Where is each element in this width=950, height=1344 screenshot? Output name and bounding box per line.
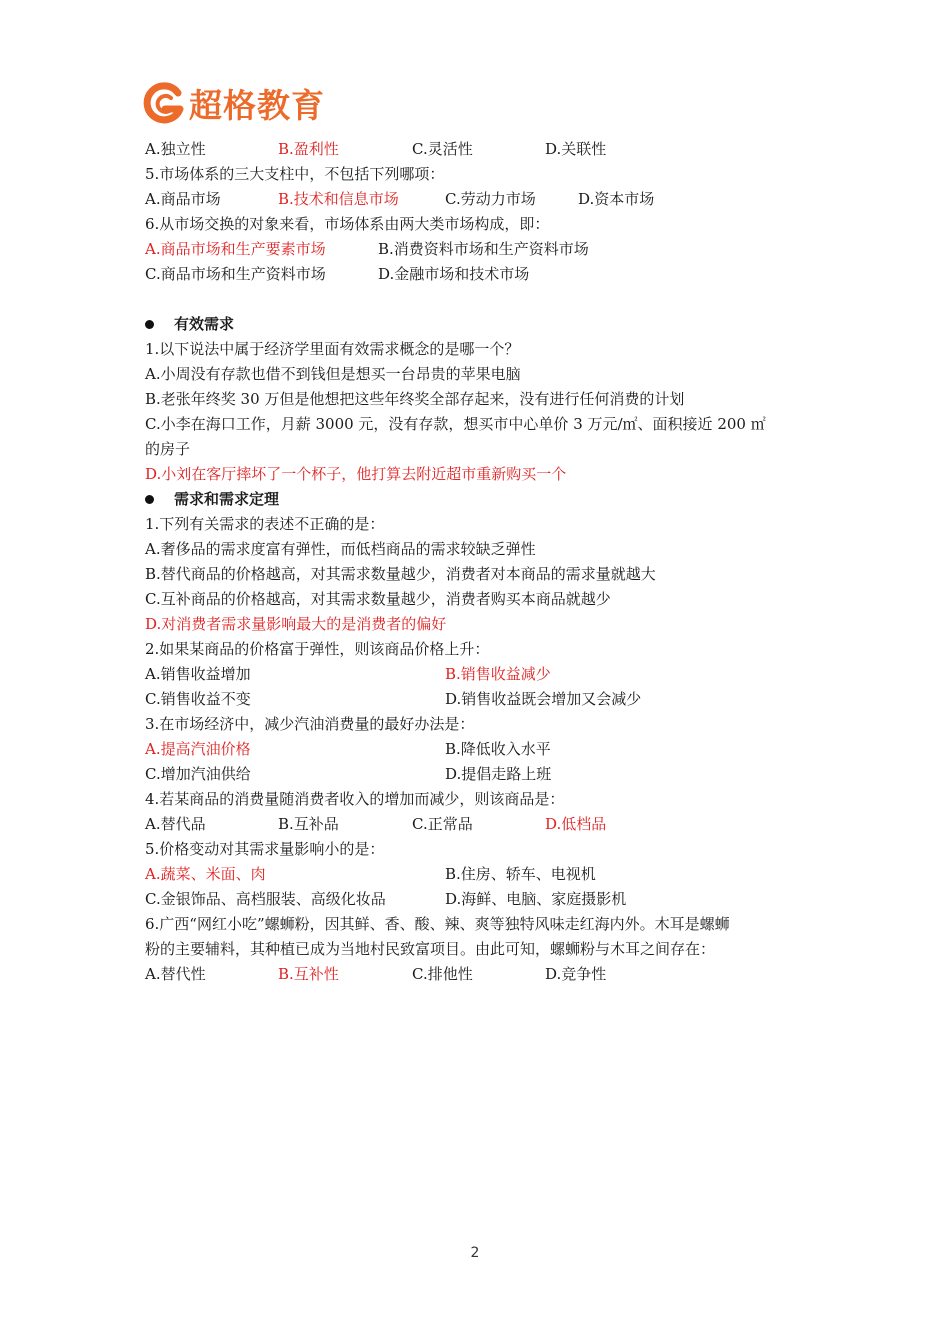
bullet-icon (145, 320, 154, 329)
logo-text: 超格教育 (189, 86, 325, 125)
heading-text: 需求和需求定理 (174, 490, 280, 508)
text-line: 6.从市场交换的对象来看，市场体系由两大类市场构成，即： (145, 215, 550, 233)
option-row (145, 137, 810, 162)
option-row (145, 737, 810, 762)
text-line: 6.广西“网红小吃”螺蛳粉，因其鲜、香、酸、辣、爽等独特风味走红海内外。木耳是螺蛳 (145, 915, 730, 933)
option: C.销售收益不变 (145, 690, 251, 708)
option: D.提倡走路上班 (445, 765, 552, 783)
option: B.住房、轿车、电视机 (445, 865, 596, 883)
text-line: A.奢侈品的需求度富有弹性，而低档商品的需求较缺乏弹性 (145, 540, 536, 558)
blank-line (145, 287, 810, 312)
option-row (145, 662, 810, 687)
correct-option: A.蔬菜、米面、肉 (145, 865, 266, 883)
page-number: 2 (470, 1245, 480, 1261)
text-line: 3.在市场经济中，减少汽油消费量的最好办法是： (145, 715, 475, 733)
option: B.降低收入水平 (445, 740, 551, 758)
text-line: 2.如果某商品的价格富于弹性，则该商品价格上升： (145, 640, 490, 658)
text-line: C.互补商品的价格越高，对其需求数量越少，消费者购买本商品就越少 (145, 590, 611, 608)
section-heading (145, 312, 810, 337)
option: D.金融市场和技术市场 (378, 265, 530, 283)
option-row (145, 962, 810, 987)
option-row (145, 687, 810, 712)
heading-text: 有效需求 (174, 315, 235, 333)
option-row (145, 237, 810, 262)
option: B.消费资料市场和生产资料市场 (378, 240, 589, 258)
option: D.关联性 (545, 140, 607, 158)
correct-option: A.商品市场和生产要素市场 (145, 240, 326, 258)
text-line: C.小李在海口工作，月薪 3000 元，没有存款，想买市中心单价 3 万元/㎡、面积接近 200 ㎡ (145, 415, 766, 433)
correct-option: B.技术和信息市场 (278, 190, 399, 208)
option: D.海鲜、电脑、家庭摄影机 (445, 890, 627, 908)
option: C.金银饰品、高档服装、高级化妆品 (145, 890, 386, 908)
correct-answer-line: D.小刘在客厅摔坏了一个杯子，他打算去附近超市重新购买一个 (145, 465, 567, 483)
text-line: 的房子 (145, 440, 191, 458)
text-line: 粉的主要辅料，其种植已成为当地村民致富项目。由此可知，螺蛳粉与木耳之间存在： (145, 940, 716, 958)
correct-option: B.销售收益减少 (445, 665, 551, 683)
correct-answer-line: D.对消费者需求量影响最大的是消费者的偏好 (145, 615, 447, 633)
correct-option: A.提高汽油价格 (145, 740, 251, 758)
section-heading (145, 487, 810, 512)
option: C.正常品 (412, 815, 473, 833)
option-row (145, 812, 810, 837)
option: D.竞争性 (545, 965, 607, 983)
text-line: B.老张年终奖 30 万但是他想把这些年终奖全部存起来，没有进行任何消费的计划 (145, 390, 685, 408)
option: A.替代性 (145, 965, 206, 983)
option-row (145, 262, 810, 287)
correct-option: B.互补性 (278, 965, 339, 983)
brand-logo (143, 80, 325, 127)
option-row (145, 862, 810, 887)
option: A.销售收益增加 (145, 665, 251, 683)
option: C.排他性 (412, 965, 473, 983)
logo-g-icon (143, 82, 185, 126)
option: D.销售收益既会增加又会减少 (445, 690, 642, 708)
text-line: 1.下列有关需求的表述不正确的是： (145, 515, 385, 533)
option: B.互补品 (278, 815, 339, 833)
option: C.商品市场和生产资料市场 (145, 265, 326, 283)
text-line: 4.若某商品的消费量随消费者收入的增加而减少，则该商品是： (145, 790, 565, 808)
text-line: A.小周没有存款也借不到钱但是想买一台昂贵的苹果电脑 (145, 365, 521, 383)
correct-option: B.盈利性 (278, 140, 339, 158)
option-row (145, 887, 810, 912)
document-body (145, 137, 810, 987)
text-line: 5.价格变动对其需求量影响小的是： (145, 840, 385, 858)
option-row (145, 187, 810, 212)
option-row (145, 762, 810, 787)
text-line: 5.市场体系的三大支柱中，不包括下列哪项： (145, 165, 445, 183)
option: C.灵活性 (412, 140, 473, 158)
option: A.替代品 (145, 815, 206, 833)
text-line: 1.以下说法中属于经济学里面有效需求概念的是哪一个？ (145, 340, 520, 358)
option: D.资本市场 (578, 190, 655, 208)
bullet-icon (145, 495, 154, 504)
option: A.独立性 (145, 140, 206, 158)
option: C.增加汽油供给 (145, 765, 251, 783)
text-line: B.替代商品的价格越高，对其需求数量越少，消费者对本商品的需求量就越大 (145, 565, 656, 583)
option: A.商品市场 (145, 190, 221, 208)
option: C.劳动力市场 (445, 190, 536, 208)
correct-option: D.低档品 (545, 815, 607, 833)
